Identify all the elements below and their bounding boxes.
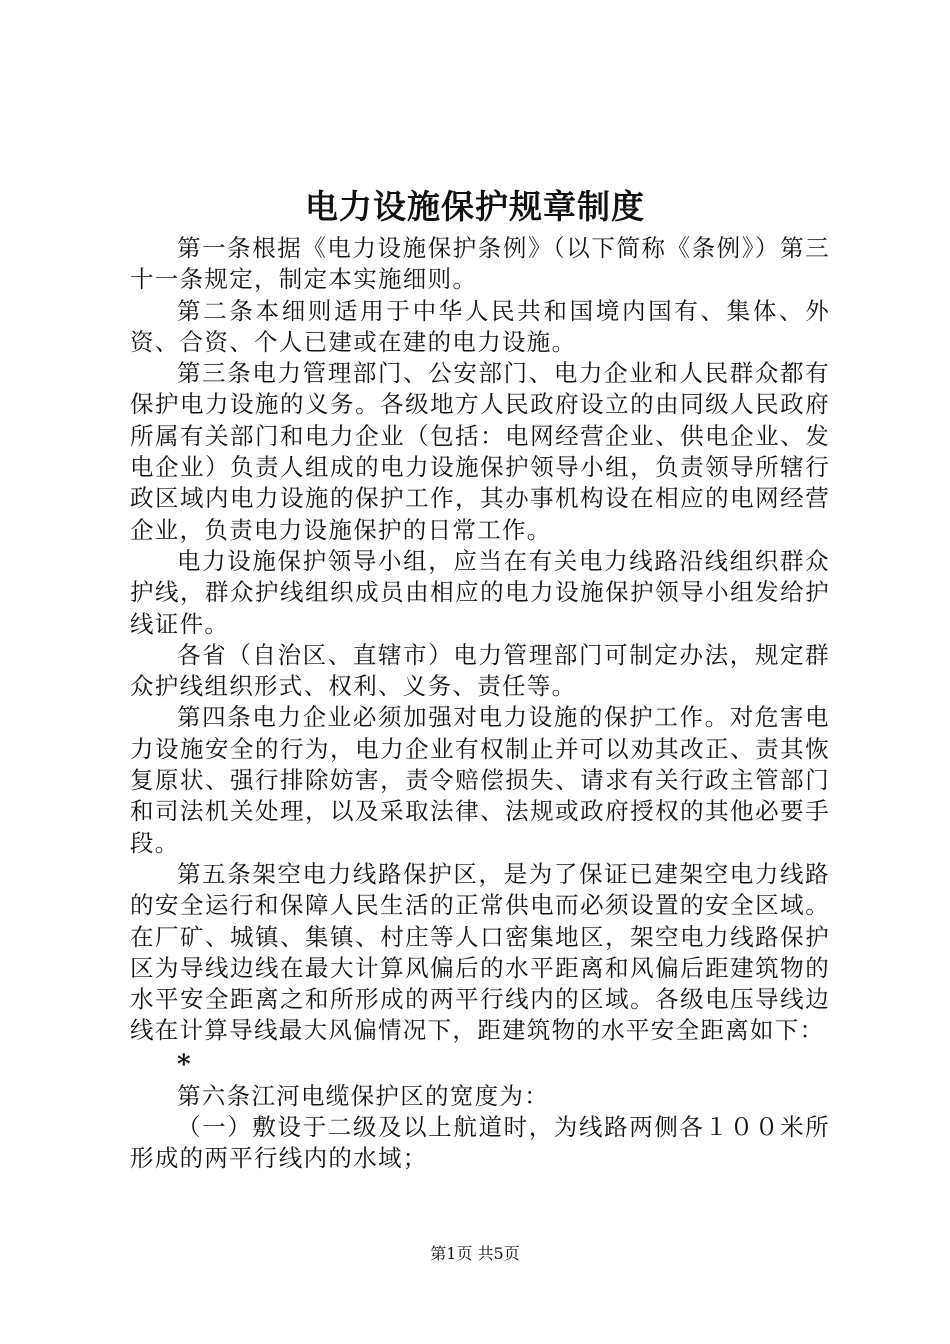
leadership-group-paragraph: 电力设施保护领导小组，应当在有关电力线路沿线组织群众护线，群众护线组织成员由相应的电力设施保护领导小组发给护线证件。 (130, 546, 830, 638)
article-6-item-1-paragraph: （一）敷设于二级及以上航道时，为线路两侧各１００米所形成的两平行线内的水域； (130, 1113, 830, 1173)
article-2-paragraph: 第二条本细则适用于中华人民共和国境内国有、集体、外资、合资、个人已建或在建的电力设施。 (130, 296, 830, 356)
document-title: 电力设施保护规章制度 (305, 187, 645, 226)
article-3-paragraph: 第三条电力管理部门、公安部门、电力企业和人民群众都有保护电力设施的义务。各级地方人民政府设立的由同级人民政府所属有关部门和电力企业（包括：电网经营企业、供电企业、发电企业）负责人组成的电力设施保护领导小组，负责领导所辖行政区域内电力设施的保护工作，其办事机构设在相应的电网经营企业，负责电力设施保护的日常工作。 (130, 359, 830, 544)
article-4-paragraph: 第四条电力企业必须加强对电力设施的保护工作。对危害电力设施安全的行为，电力企业有权制止并可以劝其改正、责其恢复原状、强行排除妨害，责令赔偿损失、请求有关行政主管部门和司法机关处理，以及采取法律、法规或政府授权的其他必要手段。 (130, 703, 830, 857)
provincial-rules-paragraph: 各省（自治区、直辖市）电力管理部门可制定办法，规定群众护线组织形式、权利、义务、责任等。 (130, 640, 830, 701)
page-footer: 第1页 共5页 (430, 1244, 520, 1263)
article-1-paragraph: 第一条根据《电力设施保护条例》（以下简称《条例》）第三十一条规定，制定本实施细则。 (130, 234, 830, 294)
article-6-paragraph: 第六条江河电缆保护区的宽度为： (177, 1081, 549, 1110)
document-body (130, 233, 830, 1175)
table-placeholder-star: * (177, 1049, 191, 1080)
article-5-paragraph: 第五条架空电力线路保护区，是为了保证已建架空电力线路的安全运行和保障人民生活的正常供电而必须设置的安全区域。在厂矿、城镇、集镇、村庄等人口密集地区，架空电力线路保护区为导线边线在最大计算风偏后的水平距离和风偏后距建筑物的水平安全距离之和所形成的两平行线内的区域。各级电压导线边线在计算导线最大风偏情况下，距建筑物的水平安全距离如下： (130, 859, 830, 1045)
